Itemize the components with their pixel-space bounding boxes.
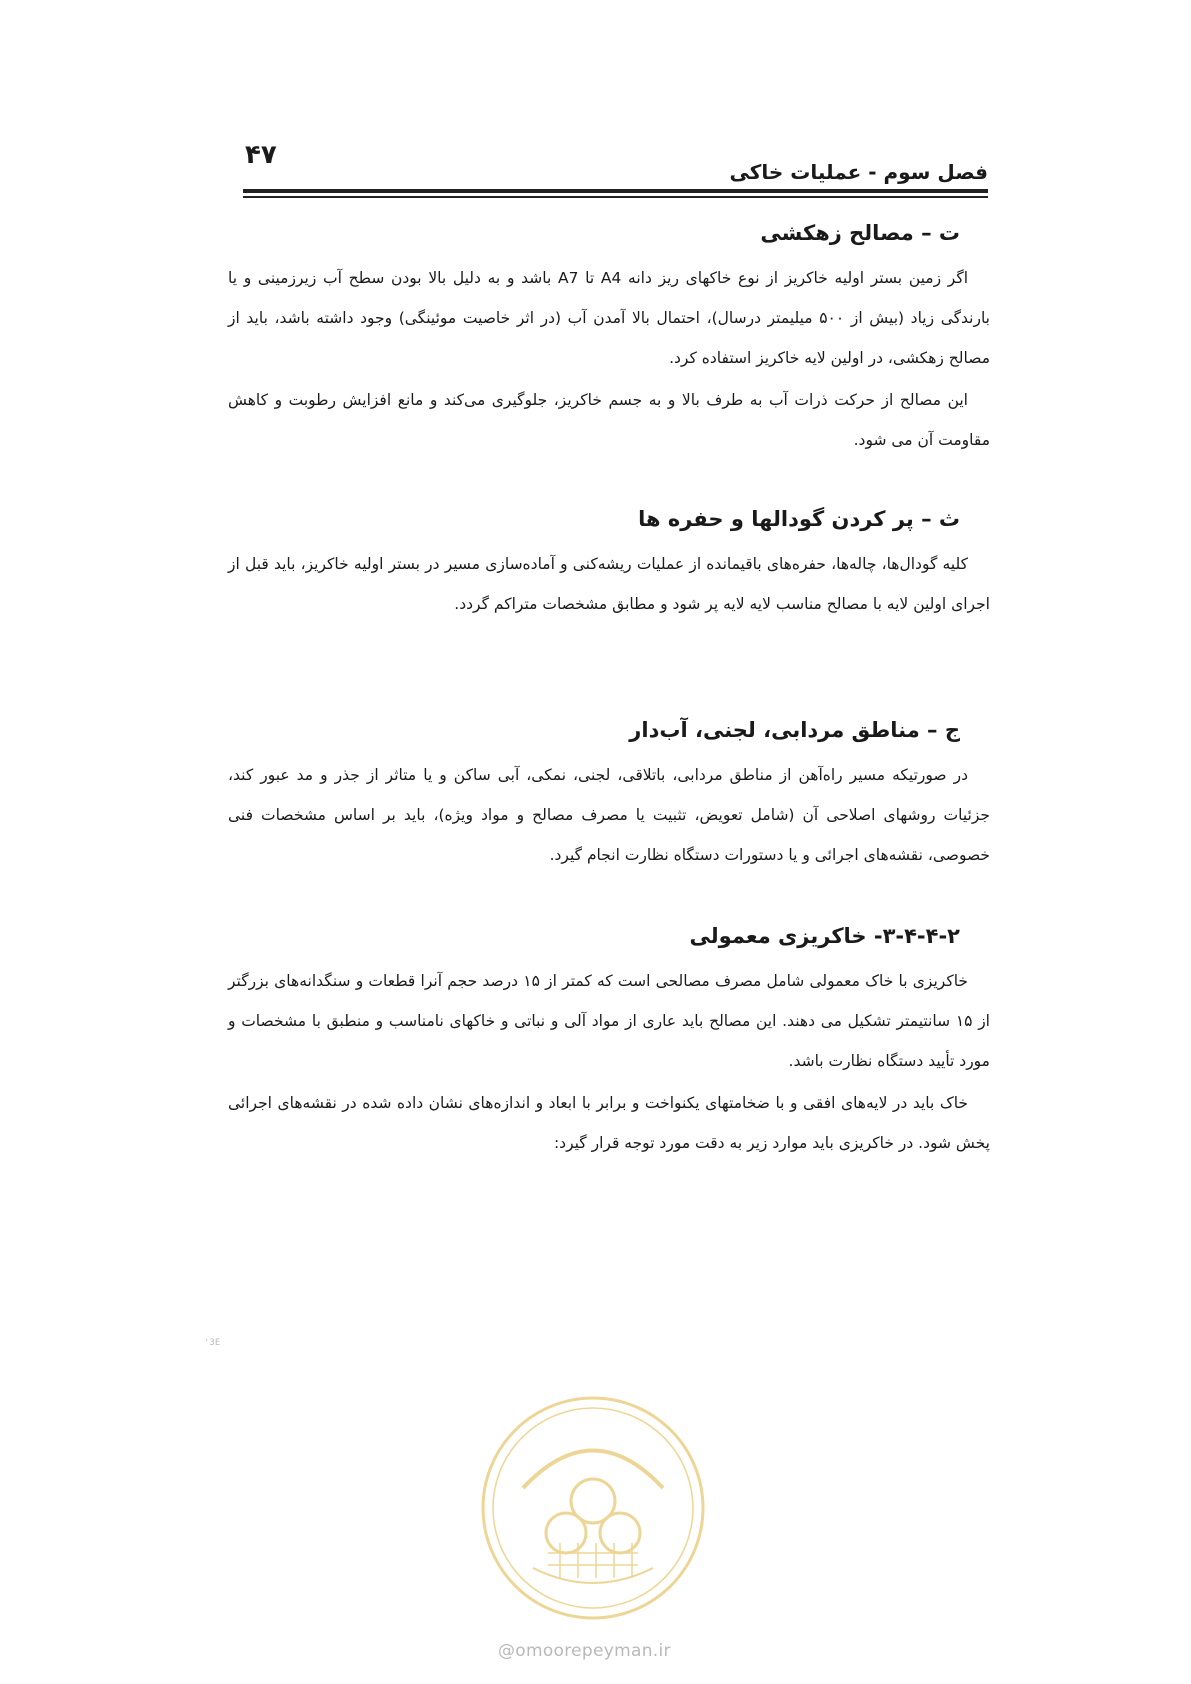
running-head: فصل سوم - عملیات خاکی [729, 160, 988, 184]
section-heading: ۳-۴-۴-۲- خاکریزی معمولی [689, 924, 960, 948]
paragraph: این مصالح از حرکت ذرات آب به طرف بالا و به جسم خاکریز، جلوگیری می‌کند و مانع افزایش رطوبت و کاهش مقاومت آن می شود. [228, 391, 990, 449]
paragraph: در صورتیکه مسیر راه‌آهن از مناطق مردابی، باتلاقی، لجنی، نمکی، آبی ساکن و یا متاثر از جذر و مد عبور کند، جزئیات روشهای اصلاحی آن (شامل تعویض، تثبیت یا مصرف مصالح و مواد ویژه)، باید بر اساس مشخصات فنی خصوصی، نقشه‌های اجرائی و یا دستورات دستگاه نظارت انجام گیرد. [228, 766, 990, 864]
section-heading: ج – مناطق مردابی، لجنی، آب‌دار [629, 718, 960, 742]
header-rule-thick [243, 189, 988, 193]
paragraph: خاکریزی با خاک معمولی شامل مصرف مصالحی است که کمتر از ۱۵ درصد حجم آنرا قطعات و سنگدانه‌های بزرگتر از ۱۵ سانتیمتر تشکیل می دهند. این مصالح باید عاری از مواد آلی و نباتی و خاکهای نامناسب و منطبق با مشخصات و مورد تأیید دستگاه نظارت باشد. [228, 972, 990, 1070]
watermark-website: @omoorepeyman.ir [498, 1641, 671, 1661]
paragraph: اگر زمین بستر اولیه خاکریز از نوع خاکهای ریز دانه A4 تا A7 باشد و به دلیل بالا بودن سطح آب زیرزمینی و یا بارندگی زیاد (بیش از ۵۰۰ میلیمتر درسال)، احتمال بالا آمدن آب (در اثر خاصیت موئینگی) وجود داشته باشد، باید از مصالح زهکشی، در اولین لایه خاکریز استفاده کرد. [228, 269, 990, 367]
header-rule-thin [243, 196, 988, 198]
section-heading: ت – مصالح زهکشی [760, 221, 960, 245]
section-heading: ث – پر کردن گودالها و حفره ها [638, 507, 960, 531]
scan-mark: '3E [204, 1338, 221, 1348]
section-filling-pits [228, 502, 990, 624]
paragraph: کلیه گودال‌ها، چاله‌ها، حفره‌های باقیمانده از عملیات ریشه‌کنی و آماده‌سازی مسیر در بستر اولیه خاکریز، باید قبل از اجرای اولین لایه با مصالح مناسب لایه لایه پر شود و مطابق مشخصات متراکم گردد. [228, 555, 990, 613]
section-drainage-materials [228, 216, 990, 460]
watermark-seal [478, 1393, 708, 1623]
paragraph: خاک باید در لایه‌های افقی و با ضخامتهای یکنواخت و برابر با ابعاد و اندازه‌های نشان داده شده در نقشه‌های اجرائی پخش شود. در خاکریزی باید موارد زیر به دقت مورد توجه قرار گیرد: [228, 1094, 990, 1152]
section-swamp-areas [228, 713, 990, 875]
page-number: ۴۷ [245, 140, 277, 170]
section-ordinary-embankment [228, 919, 990, 1163]
